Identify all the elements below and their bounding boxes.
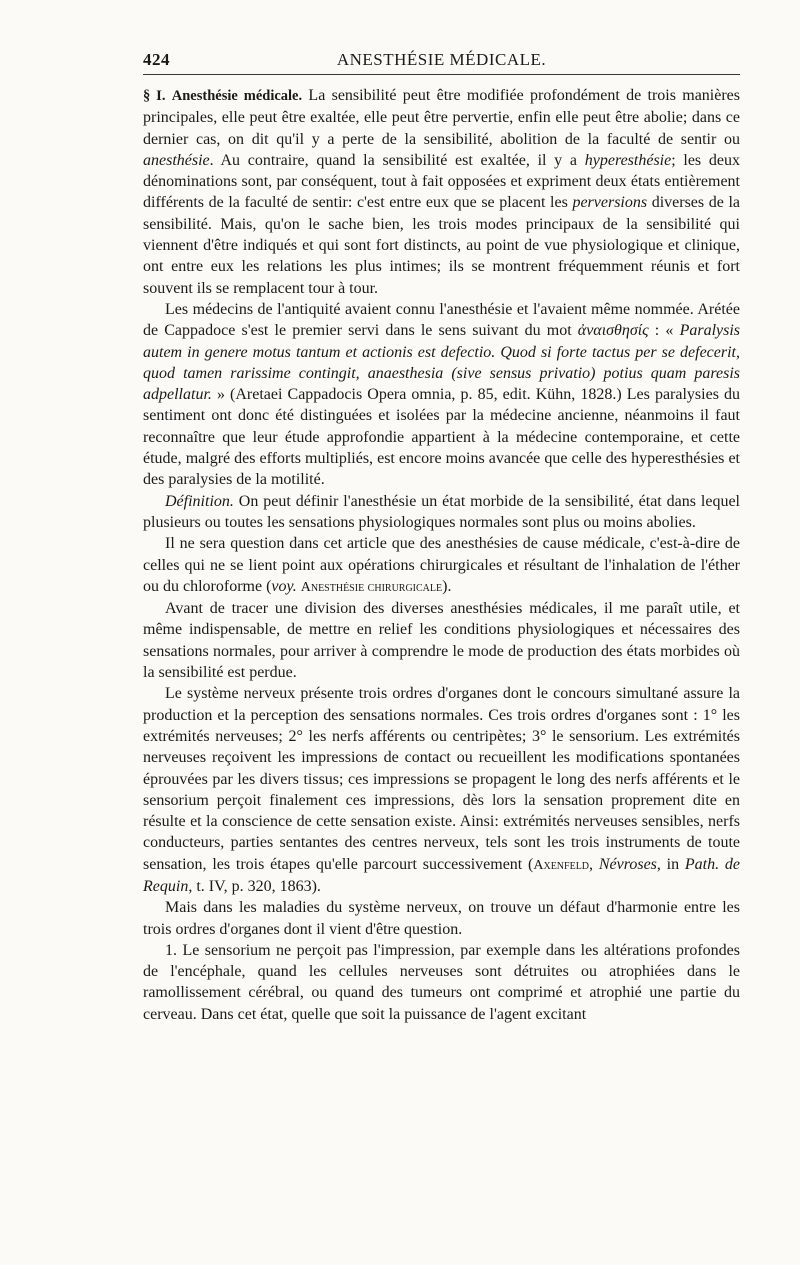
body-text xyxy=(143,85,740,1025)
author-name: Axenfeld xyxy=(533,857,590,873)
paragraph-2: Les médecins de l'antiquité avaient connu l'anesthésie et l'avaient même nommée. Arétée de Cappadoce s'est le premier servi dans le sens suivant du mot ἀναισθησίς : « Paralysis autem in genere motus tantum et actionis est defectio. Quod si forte tactus per se defecerit, quod tamen rarissime contingit, anaesthesia (sive sensus privatio) potius quam paresis adpellatur. » (Aretaei Cappadocis Opera omnia, p. 85, edit. Kühn, 1828.) Les paralysies du sentiment ont donc été distinguées et isolées par la médecine ancienne, néanmoins il faut reconnaître que leur étude approfondie appartient à la médecine contemporaine, et cette étude, malgré des efforts multipliés, est encore moins avancée que celle des hyperesthésies et des paralysies de la motilité. xyxy=(143,300,741,489)
section-title: Anesthésie médicale. xyxy=(171,88,303,104)
running-title: ANESTHÉSIE MÉDICALE. xyxy=(336,50,547,69)
paragraph-5: Avant de tracer une division des diverses anesthésies médicales, il me paraît utile, et même indispensable, de mettre en relief les conditions physiologiques et nécessaires des sensations normales, pour arriver à comprendre le mode de production des états morbides où la sensibilité est perdue. xyxy=(143,600,740,682)
paragraph-8: 1. Le sensorium ne perçoit pas l'impression, par exemple dans les altérations profondes de l'encéphale, quand les cellules nerveuses sont détruites ou atrophiées dans le ramollissement cérébral, ou quand des tumeurs ont comprimé et atrophié une partie du cerveau. Dans cet état, quelle que soit la puissance de l'agent excitant xyxy=(143,941,740,1023)
cross-reference: Anesthésie chirurgicale xyxy=(300,579,443,595)
page xyxy=(143,44,740,1025)
paragraph-1: § I. Anesthésie médicale. La sensibilité peut être modifiée profondément de trois manières principales, elle peut être exaltée, elle peut être pervertie, enfin elle peut être abolie; dans ce dernier cas, on dit qu'il y a perte de la sensibilité, abolition de la faculté de sentir ou anesthésie. Au contraire, quand la sensibilité est exaltée, il y a hyperesthésie; les deux dénominations sont, par conséquent, tout à fait opposées et expriment deux états entièrement différents de la faculté de sentir: c'est entre eux que se placent les perversions diverses de la sensibilité. Mais, qu'on le sache bien, les trois modes principaux de la sensibilité qui viennent d'être indiqués et qui sont fort distincts, au point de vue physiologique et clinique, ont entre eux les relations les plus intimes; ils se montrent fréquemment réunis et fort souvent ils se remplacent tour à tour. xyxy=(143,87,741,297)
paragraph-definition: Définition. On peut définir l'anesthésie un état morbide de la sensibilité, état dans lequel plusieurs ou toutes les sensations physiologiques normales sont plus ou moins abolies. xyxy=(143,492,740,531)
paragraph-6: Le système nerveux présente trois ordres d'organes dont le concours simultané assure la production et la perception des sensations normales. Ces trois ordres d'organes sont : 1° les extrémités nerveuses; 2° les nerfs afférents ou centripètes; 3° le sensorium. Les extrémités nerveuses reçoivent les impressions de contact ou recueillent les modifications spontanées éprouvées par les divers tissus; ces impressions se propagent le long des nerfs afférents et le sensorium perçoit finalement ces impressions, dès lors la sensation proprement dite en résulte et la conscience de cette sensation existe. Ainsi: extrémités nerveuses sensibles, nerfs conducteurs, parties sentantes des centres nerveux, tels sont les trois instruments de toute sensation, les trois étapes qu'elle parcourt successivement (Axenfeld, Névroses, in Path. de Requin, t. IV, p. 320, 1863). xyxy=(143,685,741,895)
paragraph-4: Il ne sera question dans cet article que des anesthésies de cause médicale, c'est-à-dire de celles qui ne se lient point aux opérations chirurgicales et résultant de l'inhalation de l'éther ou du chloroforme (voy. Anesthésie chirurgicale). xyxy=(143,535,740,595)
section-mark: § I. xyxy=(143,88,166,104)
running-header xyxy=(143,44,740,75)
paragraph-7: Mais dans les maladies du système nerveux, on trouve un défaut d'harmonie entre les trois ordres d'organes dont il vient d'être question. xyxy=(143,899,740,938)
page-number: 424 xyxy=(143,50,170,69)
